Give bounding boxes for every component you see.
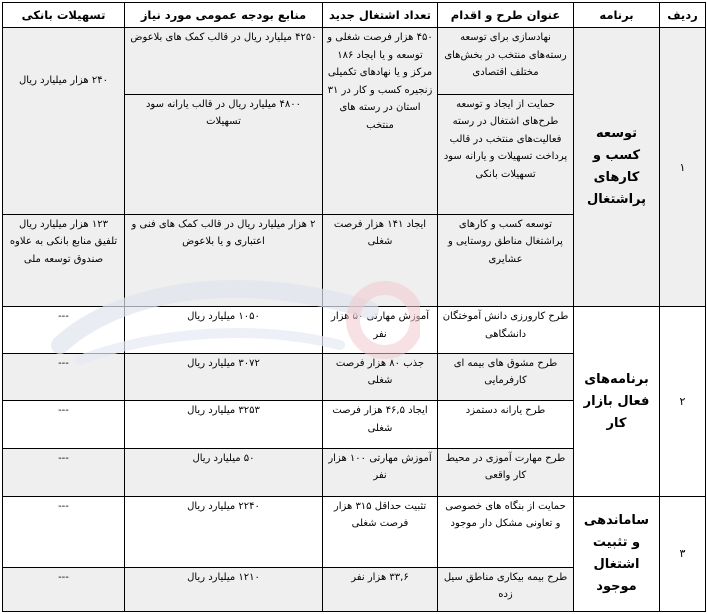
new-jobs-count: ایجاد ۱۴۱ هزار فرصت شغلی	[323, 214, 438, 307]
bank-facilities: ---	[3, 307, 125, 353]
action-title: حمایت از ایجاد و توسعه طرح‌های اشتغال در رسته فعالیت‌های منتخب در قالب پرداخت تسهیلات و یارانه سود تسهیلات بانکی	[438, 94, 574, 214]
action-title: طرح مشوق های بیمه ای کارفرمایی	[438, 353, 574, 400]
budget-sources: ۲۲۴۰ میلیارد ریال	[125, 496, 323, 567]
header-manabe: منابع بودجه عمومی مورد نیاز	[125, 3, 323, 28]
new-jobs-count: ۳۳,۶ هزار نفر	[323, 567, 438, 611]
action-title: نهادسازی برای توسعه رسته‌های منتخب در بخش‌های مختلف اقتصادی	[438, 28, 574, 95]
table-row	[3, 496, 706, 567]
bank-facilities: ---	[3, 567, 125, 611]
bank-facilities: ۲۴۰ هزار میلیارد ریال	[3, 28, 125, 215]
header-tashilat: تسهیلات بانکی	[3, 3, 125, 28]
program-name: ساماندهی و تثبیت اشتغال موجود	[574, 496, 660, 611]
bank-facilities: ---	[3, 448, 125, 496]
action-title: حمایت از بنگاه های خصوصی و تعاونی مشکل دار موجود	[438, 496, 574, 567]
bank-facilities: ---	[3, 353, 125, 400]
action-title: طرح یارانه دستمزد	[438, 401, 574, 448]
action-title: طرح بیمه بیکاری مناطق سیل زده	[438, 567, 574, 611]
budget-sources: ۲ هزار میلیارد ریال در قالب کمک های فنی و اعتباری و یا بلاعوض	[125, 214, 323, 307]
header-barnameh: برنامه	[574, 3, 660, 28]
budget-sources: ۱۲۱۰ میلیارد ریال	[125, 567, 323, 611]
budget-sources: ۳۲۵۳ میلیارد ریال	[125, 401, 323, 448]
header-row	[3, 3, 706, 28]
budget-sources: ۱۰۵۰ میلیارد ریال	[125, 307, 323, 353]
action-title: طرح کارورزی دانش آموختگان دانشگاهی	[438, 307, 574, 353]
table-row	[3, 307, 706, 353]
budget-sources: ۴۸۰۰ میلیارد ریال در قالب یارانه سود تسهیلات	[125, 94, 323, 214]
bank-facilities: ---	[3, 496, 125, 567]
new-jobs-count: ایجاد ۴۶,۵ هزار فرصت شغلی	[323, 401, 438, 448]
new-jobs-count: تثبیت حداقل ۳۱۵ هزار فرصت شغلی	[323, 496, 438, 567]
employment-programs-table	[2, 2, 706, 612]
row-number: ۳	[660, 496, 706, 611]
action-title: توسعه کسب و کارهای پراشتغال مناطق روستایی و عشایری	[438, 214, 574, 307]
new-jobs-count: ۴۵۰ هزار فرصت شغلی و توسعه و یا ایجاد ۱۸۶ مرکز و یا نهادهای تکمیلی زنجیره کسب و کار در ۳۱ استان در رسته های منتخب	[323, 28, 438, 215]
new-jobs-count: آموزش مهارتی ۵۰ هزار نفر	[323, 307, 438, 353]
new-jobs-count: جذب ۸۰ هزار فرصت شغلی	[323, 353, 438, 400]
budget-sources: ۳۰۷۲ میلیارد ریال	[125, 353, 323, 400]
program-name: توسعه کسب و کارهای پراشتغال	[574, 28, 660, 307]
header-tedad: تعداد اشتغال جدید	[323, 3, 438, 28]
row-number: ۲	[660, 307, 706, 497]
header-radif: ردیف	[660, 3, 706, 28]
bank-facilities: ۱۲۳ هزار میلیارد ریال تلفیق منابع بانکی به علاوه صندوق توسعه ملی	[3, 214, 125, 307]
program-name: برنامه‌های فعال بازار کار	[574, 307, 660, 497]
budget-sources: ۴۲۵۰ میلیارد ریال در قالب کمک های بلاعوض	[125, 28, 323, 95]
header-onvan: عنوان طرح و اقدام	[438, 3, 574, 28]
action-title: طرح مهارت آموزی در محیط کار واقعی	[438, 448, 574, 496]
bank-facilities: ---	[3, 401, 125, 448]
new-jobs-count: آموزش مهارتی ۱۰۰ هزار نفر	[323, 448, 438, 496]
row-number: ۱	[660, 28, 706, 307]
table-row	[3, 28, 706, 95]
budget-sources: ۵۰ میلیارد ریال	[125, 448, 323, 496]
